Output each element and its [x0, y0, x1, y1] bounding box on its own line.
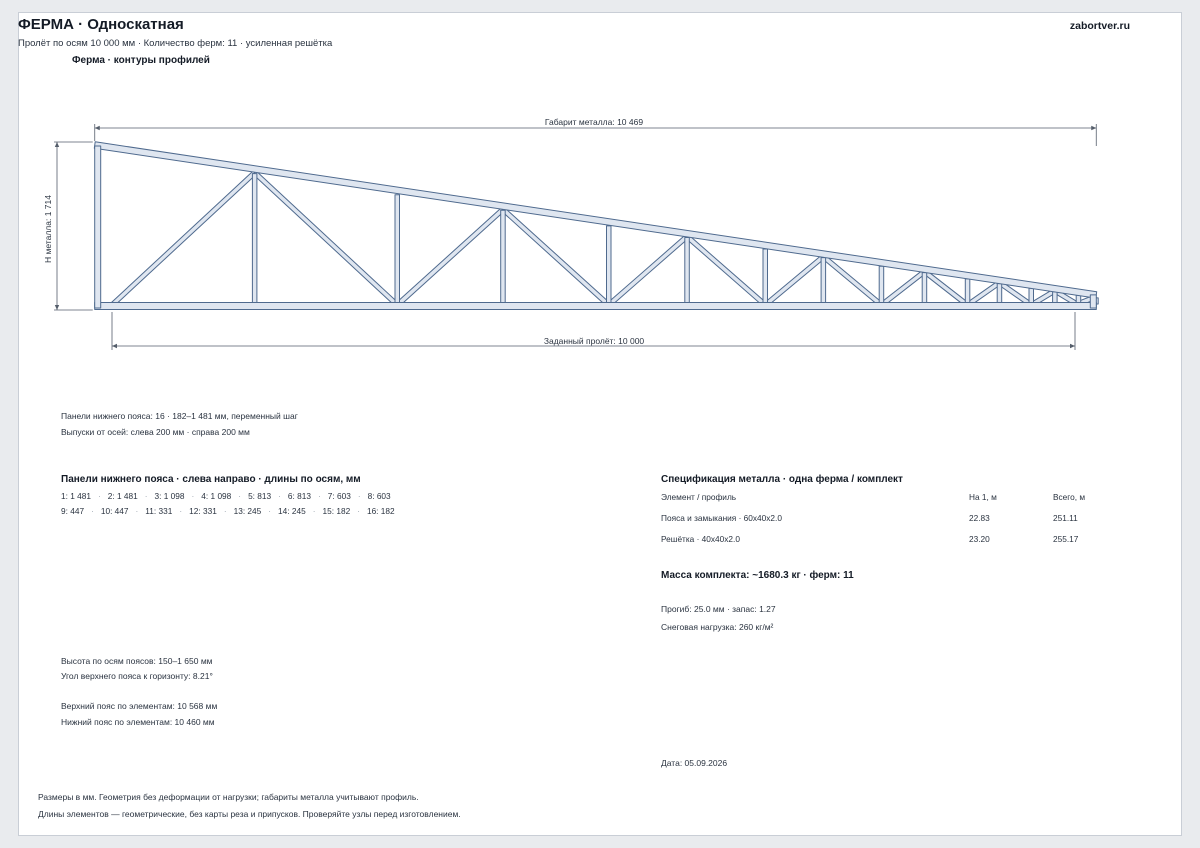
panel-length-item: 16: 182	[366, 506, 395, 516]
panel-length-item: 8: 603	[367, 491, 391, 501]
truss-vertical	[965, 279, 970, 304]
panel-length-item: 6: 813	[287, 491, 311, 501]
snow-load-info: Снеговая нагрузка: 260 кг/м²	[661, 622, 774, 632]
panel-separator: ·	[223, 506, 227, 516]
truss-vertical	[763, 249, 768, 304]
spec-cell-total: 255.17	[1053, 533, 1079, 544]
panels-row-2	[61, 506, 395, 516]
geometry-top-chord: Верхний пояс по элементам: 10 568 мм	[61, 701, 218, 711]
panel-length-item: 1: 1 481	[61, 491, 91, 501]
spec-table	[661, 486, 1085, 549]
spec-header-row	[661, 486, 1085, 507]
panels-heading: Панели нижнего пояса · слева направо · длины по осям, мм	[61, 474, 361, 485]
panel-length-item: 5: 813	[248, 491, 272, 501]
top-chord	[94, 142, 1096, 298]
panel-length-item: 3: 1 098	[154, 491, 185, 501]
panel-length-item: 4: 1 098	[201, 491, 232, 501]
dim-arrow	[1091, 126, 1096, 130]
panel-separator: ·	[98, 491, 101, 501]
truss-vertical	[821, 258, 826, 304]
truss-vertical	[879, 266, 884, 304]
deflection-info: Прогиб: 25.0 мм · запас: 1.27	[661, 604, 776, 614]
panel-separator: ·	[357, 506, 360, 516]
panel-separator: ·	[312, 506, 316, 516]
panel-length-item: 2: 1 481	[107, 491, 138, 501]
truss-vertical	[501, 210, 506, 304]
spec-cell-per-truss: 22.83	[969, 512, 990, 523]
panel-length-item: 11: 331	[145, 506, 173, 516]
truss-vertical	[685, 238, 690, 305]
dim-arrow	[95, 126, 100, 130]
panel-length-item: 9: 447	[61, 506, 85, 516]
truss-diagonal	[253, 171, 399, 307]
truss-diagonal	[607, 235, 688, 307]
dim-arrow	[55, 142, 59, 147]
panel-separator: ·	[191, 491, 195, 501]
truss-vertical	[922, 273, 927, 304]
info-overhangs: Выпуски от осей: слева 200 мм · справа 200 мм	[61, 427, 250, 437]
truss-profiles	[94, 142, 1098, 310]
truss-diagonal	[396, 208, 505, 307]
bottom-chord	[95, 303, 1097, 310]
panel-length-item: 15: 182	[322, 506, 351, 516]
dim-arrow	[112, 344, 117, 348]
site-link[interactable]: zabortver.ru	[1069, 20, 1130, 32]
truss-vertical	[1029, 288, 1034, 304]
geometry-bottom-chord: Нижний пояс по элементам: 10 460 мм	[61, 717, 215, 727]
truss-vertical	[252, 174, 257, 304]
panel-length-item: 12: 331	[189, 506, 217, 516]
footer-note-2: Длины элементов — геометрические, без карты реза и припусков. Проверяйте узлы перед изготовлением.	[38, 809, 461, 819]
truss-diagonal	[111, 171, 257, 307]
panel-separator: ·	[317, 491, 321, 501]
panel-separator: ·	[144, 491, 148, 501]
right-end-post	[1090, 295, 1096, 308]
spec-row	[661, 528, 1085, 549]
spec-heading: Спецификация металла · одна ферма / комплект	[661, 474, 903, 485]
spec-col-per-truss: На 1, м	[969, 491, 997, 502]
footer-note-1: Размеры в мм. Геометрия без деформации от нагрузки; габариты металла учитывают профиль.	[38, 792, 419, 802]
dim-overall-label: Габарит металла: 10 469	[544, 117, 644, 127]
truss-vertical	[997, 284, 1002, 304]
panel-separator: ·	[278, 491, 281, 501]
panel-separator: ·	[357, 491, 361, 501]
panel-separator: ·	[179, 506, 183, 516]
panel-separator: ·	[238, 491, 242, 501]
panel-separator: ·	[268, 506, 272, 516]
info-panels: Панели нижнего пояса: 16 · 182–1 481 мм, переменный шаг	[61, 411, 298, 421]
panel-length-item: 14: 245	[278, 506, 306, 516]
dim-span-label: Заданный пролёт: 10 000	[543, 336, 645, 346]
spec-row	[661, 507, 1085, 528]
panel-separator: ·	[135, 506, 139, 516]
panel-separator: ·	[91, 506, 94, 516]
dim-height-label: H металла: 1 714	[43, 195, 53, 263]
geometry-height: Высота по осям поясов: 150–1 650 мм	[61, 656, 213, 666]
spec-cell-element: Решётка · 40x40x2.0	[661, 533, 740, 544]
drawing-title: Ферма · контуры профилей	[72, 55, 210, 66]
date: Дата: 05.09.2026	[661, 758, 728, 768]
dim-arrow	[55, 305, 59, 310]
truss-diagonal	[764, 255, 825, 307]
spec-cell-total: 251.11	[1053, 512, 1078, 523]
panels-row-1	[61, 491, 391, 501]
page-title: ФЕРМА · Односкатная	[18, 16, 184, 33]
left-end-post	[95, 146, 101, 308]
dim-arrow	[1070, 344, 1075, 348]
panel-length-item: 7: 603	[327, 491, 351, 501]
panel-length-item: 13: 245	[233, 506, 262, 516]
dimension-lines	[54, 124, 1096, 350]
kit-mass: Масса комплекта: ~1680.3 кг · ферм: 11	[661, 570, 854, 581]
spec-cell-per-truss: 23.20	[969, 533, 990, 544]
spec-col-element: Элемент / профиль	[661, 491, 737, 502]
spec-col-total: Всего, м	[1053, 491, 1086, 502]
page-subtitle: Пролёт по осям 10 000 мм · Количество ферм: 11 · усиленная решётка	[18, 38, 333, 49]
truss-vertical	[395, 195, 400, 304]
geometry-angle: Угол верхнего пояса к горизонту: 8.21°	[61, 671, 213, 681]
truss-diagonal	[880, 270, 926, 307]
truss-vertical	[607, 226, 612, 304]
spec-cell-element: Пояса и замыкания · 60x40x2.0	[661, 512, 782, 523]
panel-length-item: 10: 447	[100, 506, 129, 516]
